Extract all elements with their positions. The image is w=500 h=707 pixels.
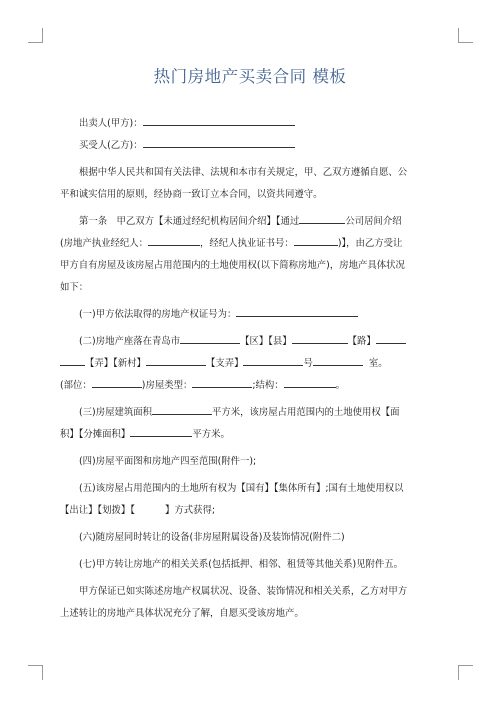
item2-text-a: (二)房地产座落在青岛市 bbox=[79, 336, 181, 347]
article1-line-3: 甲方自有房屋及该房屋占用范围内的土地使用权(以下简称房地产)，房地产具体状况 bbox=[60, 260, 405, 271]
contract-body bbox=[60, 113, 448, 625]
item2-line-2 bbox=[60, 353, 448, 375]
item1-line bbox=[60, 304, 448, 326]
article1-line-2 bbox=[60, 233, 448, 255]
item2-text-k: 。 bbox=[335, 380, 346, 391]
item5-line-1: (五)该房屋占用范围内的土地所有权为【国有】【集体所有】;国有土地使用权以 bbox=[79, 483, 404, 494]
district-blank[interactable] bbox=[292, 332, 348, 344]
item6-line: (六)随房屋同时转让的设备(非房屋附属设备)及装饰情况(附件二) bbox=[79, 532, 345, 543]
number-blank[interactable] bbox=[313, 354, 363, 366]
lane-blank[interactable] bbox=[60, 354, 85, 366]
crop-mark-top-left bbox=[28, 28, 43, 43]
item7-line: (七)甲方转让房地产的相关关系(包括抵押、相邻、租赁等其他关系)见附件五。 bbox=[79, 559, 404, 570]
article1-text-e: )】，由乙方受让 bbox=[337, 238, 403, 249]
item2-text-b: 【区】【县】 bbox=[240, 336, 292, 347]
article1-text-c: (房地产执业经纪人： bbox=[60, 238, 149, 249]
agency-blank[interactable] bbox=[299, 212, 345, 224]
item2-text-h: (部位： bbox=[60, 380, 92, 391]
item2-text-c: 【路】 bbox=[347, 336, 376, 347]
crop-mark-top-right bbox=[458, 28, 473, 43]
item2-text-j: ;结构： bbox=[252, 380, 284, 391]
buyer-label: 买受人(乙方)： bbox=[79, 140, 143, 151]
item3-text-a: (三)房屋建筑面积 bbox=[79, 407, 152, 418]
item2-text-f: 号 bbox=[303, 358, 313, 369]
article1-text-a: 第一条 甲乙双方【未通过经纪机构居间介绍】【通过 bbox=[79, 216, 300, 227]
buyer-line bbox=[60, 135, 448, 157]
closing-line-1: 甲方保证已如实陈述房地产权属状况、设备、装饰情况和相关关系，乙方对甲方 bbox=[79, 586, 408, 597]
position-blank[interactable] bbox=[92, 376, 142, 388]
item3-line-1 bbox=[60, 402, 448, 424]
item2-line-3 bbox=[60, 375, 448, 397]
buyer-blank[interactable] bbox=[143, 136, 295, 148]
article1-text-d: ，经纪人执业证书号： bbox=[200, 238, 294, 249]
seller-blank[interactable] bbox=[143, 114, 295, 126]
article1-text-b: 公司居间介绍 bbox=[345, 216, 402, 227]
item5-text-b: 【出让】【划拨】【 bbox=[60, 505, 135, 516]
item2-text-e: 【支弄】 bbox=[205, 358, 244, 369]
item1-text: (一)甲方依法取得的房地产权证号为： bbox=[79, 309, 237, 320]
closing-line-2: 上述转让的房地产具体状况充分了解，自愿买受该房地产。 bbox=[60, 608, 304, 619]
article1-line-4: 如下： bbox=[60, 282, 89, 293]
road-blank[interactable] bbox=[376, 332, 406, 344]
item5-text-c: 】方式获得; bbox=[165, 505, 216, 516]
item2-text-i: )房屋类型： bbox=[141, 380, 193, 391]
preamble-line-1: 根据中华人民共和国有关法律、法规和本市有关规定，甲、乙双方遵循自愿、公 bbox=[79, 167, 408, 178]
item5-line-2 bbox=[60, 500, 448, 522]
item3-text-b: 平方米，该房屋占用范围内的土地使用权【面 bbox=[211, 407, 400, 418]
structure-blank[interactable] bbox=[284, 376, 336, 388]
document-title: 热门房地产买卖合同 模板 bbox=[153, 67, 347, 86]
seller-line bbox=[60, 113, 448, 135]
article1-line-1 bbox=[60, 211, 448, 233]
land-area-blank[interactable] bbox=[130, 425, 192, 437]
village-blank[interactable] bbox=[146, 354, 206, 366]
house-type-blank[interactable] bbox=[192, 376, 252, 388]
item3-text-c: 积】【分摊面积】 bbox=[60, 429, 131, 440]
agent-name-blank[interactable] bbox=[148, 234, 200, 246]
item2-text-g: 室。 bbox=[368, 358, 388, 369]
item2-line-1 bbox=[60, 331, 448, 353]
crop-mark-bottom-right bbox=[458, 665, 473, 680]
item4-line: (四)房屋平面图和房地产四至范围(附件一); bbox=[79, 456, 257, 467]
city-blank[interactable] bbox=[180, 332, 240, 344]
building-area-blank[interactable] bbox=[152, 403, 212, 415]
item3-line-2 bbox=[60, 424, 448, 446]
item3-text-d: 平方米。 bbox=[192, 429, 230, 440]
branch-lane-blank[interactable] bbox=[243, 354, 303, 366]
crop-mark-bottom-left bbox=[28, 665, 43, 680]
preamble-line-2: 平和诚实信用的原则，经协商一致订立本合同，以资共同遵守。 bbox=[60, 189, 323, 200]
item2-text-d: 【弄】【新村】 bbox=[85, 358, 146, 369]
seller-label: 出卖人(甲方)： bbox=[79, 118, 143, 129]
license-no-blank[interactable] bbox=[294, 234, 338, 246]
certificate-no-blank[interactable] bbox=[236, 305, 358, 317]
